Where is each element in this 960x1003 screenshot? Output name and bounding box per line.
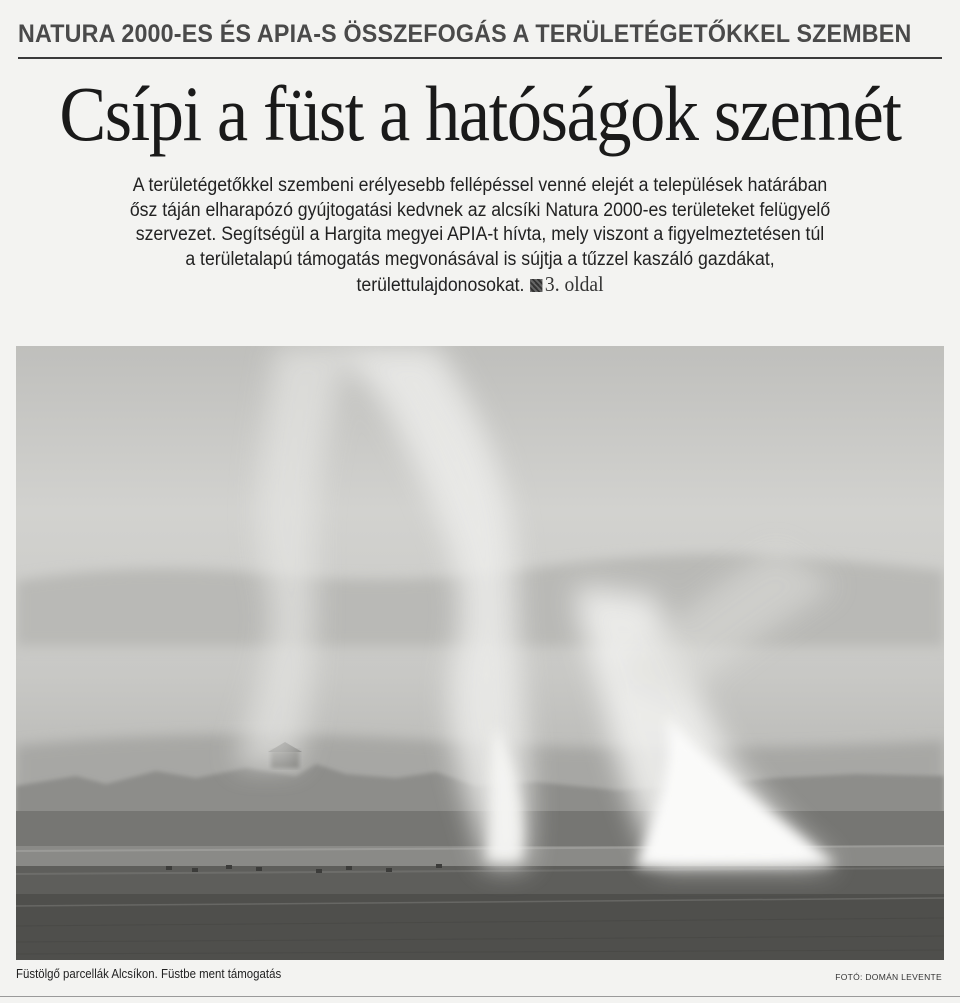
page-bottom-rule <box>0 996 960 997</box>
kicker-rule <box>18 57 942 59</box>
page-ref-square-icon <box>530 279 542 292</box>
lead-line-4: a területalapú támogatás megvonásával is sújtja a tűzzel kaszáló gazdákat, <box>185 248 775 270</box>
kicker-headline: NATURA 2000-ES ÉS APIA-S ÖSSZEFOGÁS A TERÜLETÉGETŐKKEL SZEMBEN <box>18 20 912 48</box>
lead-line-5 <box>71 272 889 299</box>
lead-line-2: ősz táján elharapózó gyújtogatási kedvnek az alcsíki Natura 2000-es területeket felügyelő <box>129 199 831 221</box>
photo-caption: Füstölgő parcellák Alcsíkon. Füstbe ment támogatás <box>16 966 282 981</box>
photo-illustration <box>16 346 944 960</box>
lead-paragraph <box>40 174 920 299</box>
page-ref-link[interactable]: 3. oldal <box>544 272 604 296</box>
lead-line-1: A területégetőkkel szembeni erélyesebb fellépéssel venné elejét a települések határában <box>132 175 828 196</box>
news-photo-smoke-over-fields <box>16 346 944 960</box>
photo-credit: FOTÓ: DOMÁN LEVENTE <box>835 972 942 982</box>
main-headline: Csípi a füst a hatóságok szemét <box>59 70 901 157</box>
lead-line-3: szervezet. Segítségül a Hargita megyei APIA-t hívta, mely viszont a figyelmeztetésen túl <box>135 224 825 245</box>
lead-line-5-text: területtulajdonosokat. <box>356 275 525 296</box>
